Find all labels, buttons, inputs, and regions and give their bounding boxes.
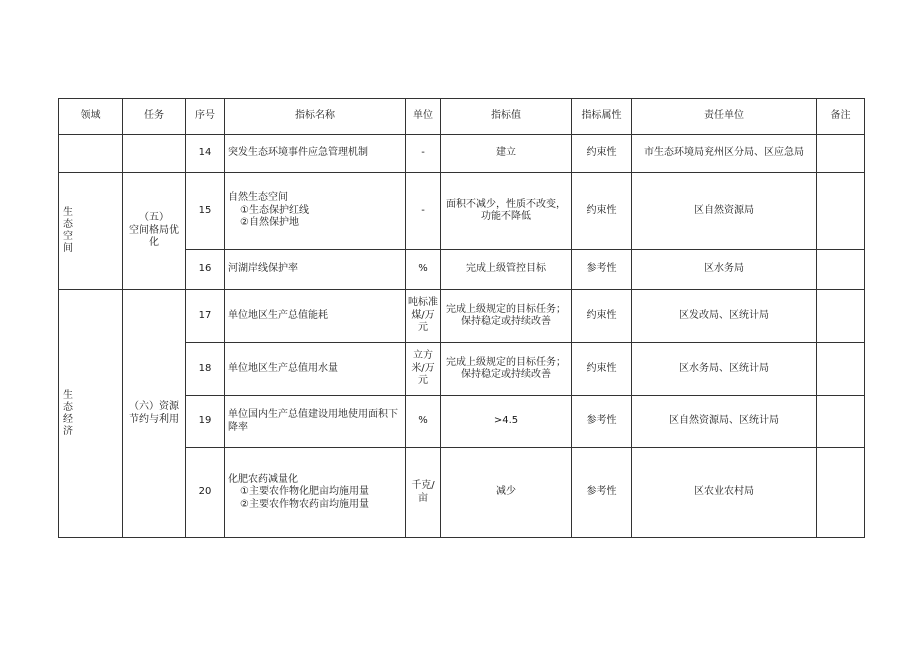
domain-cell [59, 290, 123, 538]
dept-cell: 区水务局、区统计局 [632, 343, 817, 396]
unit-cell: - [406, 173, 441, 250]
dept-cell: 区水务局 [632, 250, 817, 290]
unit-cell: % [406, 396, 441, 448]
task-cell [123, 290, 186, 538]
name-cell: 单位地区生产总值能耗 [225, 290, 406, 343]
task-label: 节约与利用 [129, 413, 179, 425]
unit-cell: % [406, 250, 441, 290]
domain-label: 生态经济 [63, 389, 73, 437]
attr-cell: 约束性 [572, 343, 632, 396]
indicator-table [58, 98, 865, 538]
sub-indicator: ①生态保护红线 [240, 204, 309, 216]
task-cell-empty [123, 135, 186, 173]
note-cell [817, 135, 865, 173]
header-dept: 责任单位 [632, 99, 817, 135]
note-cell [817, 173, 865, 250]
note-cell [817, 250, 865, 290]
name-cell: 单位地区生产总值用水量 [225, 343, 406, 396]
dept-cell: 区自然资源局 [632, 173, 817, 250]
note-cell [817, 448, 865, 538]
unit-cell: 千克/亩 [406, 448, 441, 538]
value-cell: 完成上级管控目标 [441, 250, 572, 290]
domain-cell-empty [59, 135, 123, 173]
header-domain: 领域 [59, 99, 123, 135]
name-cell: 突发生态环境事件应急管理机制 [225, 135, 406, 173]
dept-cell: 区自然资源局、区统计局 [632, 396, 817, 448]
attr-cell: 参考性 [572, 250, 632, 290]
unit-cell: 立方米/万元 [406, 343, 441, 396]
dept-cell: 市生态环境局兖州区分局、区应急局 [632, 135, 817, 173]
task-cell [123, 173, 186, 290]
value-cell: 完成上级规定的目标任务；保持稳定或持续改善 [441, 290, 572, 343]
seq-cell: 18 [186, 343, 225, 396]
seq-cell: 16 [186, 250, 225, 290]
header-task: 任务 [123, 99, 186, 135]
seq-cell: 15 [186, 173, 225, 250]
name-cell: 河湖岸线保护率 [225, 250, 406, 290]
attr-cell: 约束性 [572, 290, 632, 343]
domain-cell [59, 173, 123, 290]
value-cell: 建立 [441, 135, 572, 173]
value-cell: 减少 [441, 448, 572, 538]
seq-cell: 17 [186, 290, 225, 343]
sub-indicator: ①主要农作物化肥亩均施用量 [240, 486, 369, 498]
seq-cell: 20 [186, 448, 225, 538]
sub-indicator: ②自然保护地 [240, 217, 299, 229]
attr-cell: 参考性 [572, 396, 632, 448]
note-cell [817, 290, 865, 343]
attr-cell: 约束性 [572, 173, 632, 250]
seq-cell: 19 [186, 396, 225, 448]
attr-cell: 参考性 [572, 448, 632, 538]
task-number: （五） [139, 212, 169, 224]
attr-cell: 约束性 [572, 135, 632, 173]
indicator-title: 自然生态空间 [228, 192, 288, 204]
header-unit: 单位 [406, 99, 441, 135]
header-row [59, 99, 865, 135]
unit-cell: - [406, 135, 441, 173]
note-cell [817, 396, 865, 448]
header-name: 指标名称 [225, 99, 406, 135]
name-cell [225, 173, 406, 250]
seq-cell: 14 [186, 135, 225, 173]
table-row [59, 135, 865, 173]
domain-label: 生态空间 [63, 207, 73, 254]
header-attr: 指标属性 [572, 99, 632, 135]
value-cell: 完成上级规定的目标任务；保持稳定或持续改善 [441, 343, 572, 396]
task-label: 空间格局优化 [129, 224, 179, 249]
value-cell: >4.5 [441, 396, 572, 448]
header-seq: 序号 [186, 99, 225, 135]
dept-cell: 区农业农村局 [632, 448, 817, 538]
value-cell: 面积不减少，性质不改变，功能不降低 [441, 173, 572, 250]
indicator-title: 化肥农药减量化 [228, 473, 298, 485]
header-note: 备注 [817, 99, 865, 135]
note-cell [817, 343, 865, 396]
table-row [59, 290, 865, 343]
unit-cell: 吨标准煤/万元 [406, 290, 441, 343]
dept-cell: 区发改局、区统计局 [632, 290, 817, 343]
name-cell: 单位国内生产总值建设用地使用面积下降率 [225, 396, 406, 448]
name-cell [225, 448, 406, 538]
header-value: 指标值 [441, 99, 572, 135]
task-number: （六）资源 [129, 401, 179, 412]
table-row [59, 173, 865, 250]
sub-indicator: ②主要农作物农药亩均施用量 [240, 498, 369, 510]
